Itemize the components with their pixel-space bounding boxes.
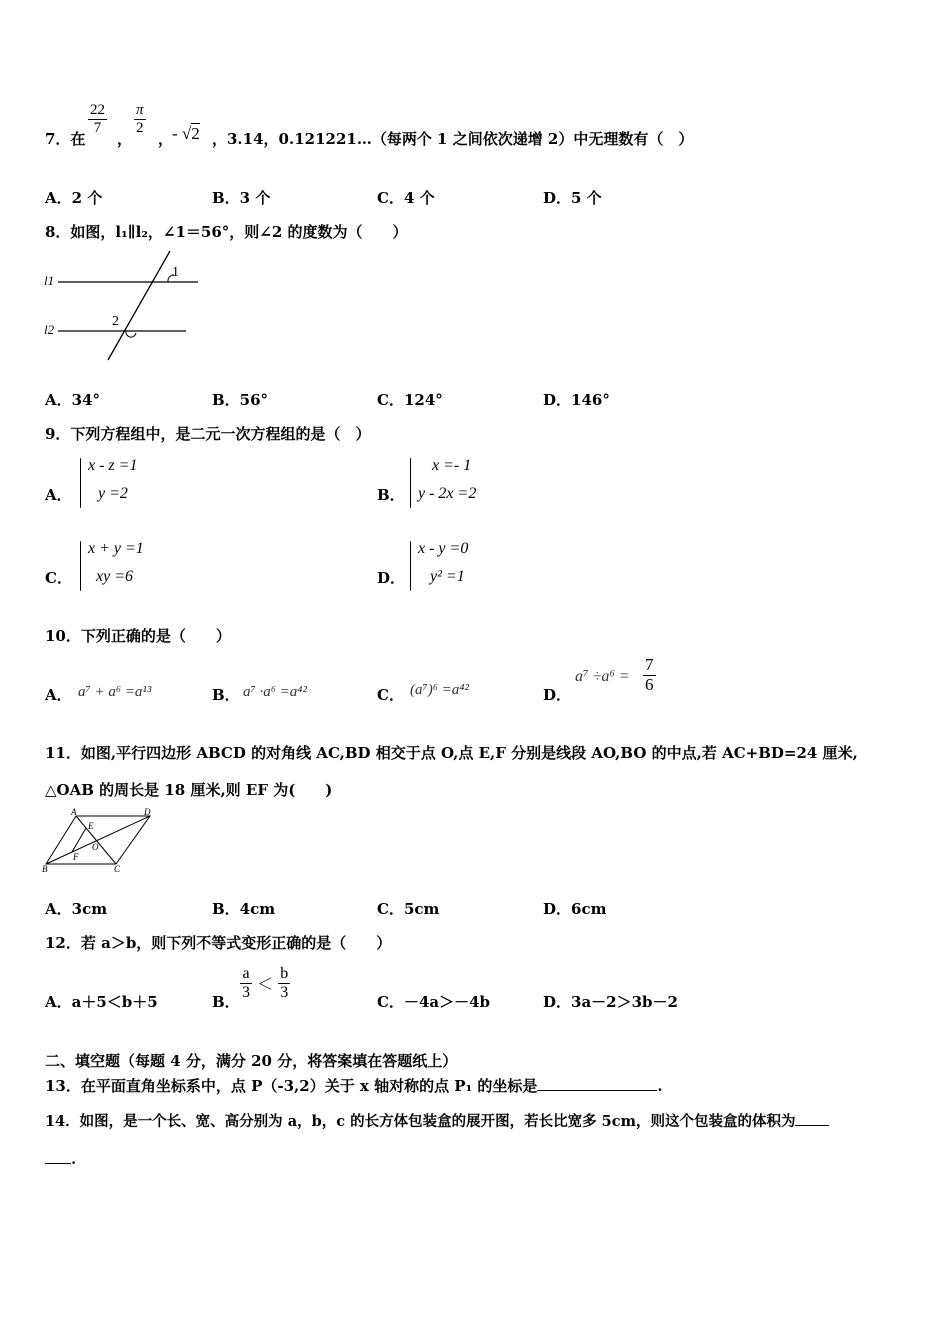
q9-option-c-label[interactable]: C．: [45, 569, 72, 587]
diagonal-ac: [76, 816, 116, 864]
transversal-line: [108, 251, 170, 360]
q9-stem: 9．下列方程组中，是二元一次方程组的是（ ）: [45, 425, 371, 443]
q14-answer-blank-part1[interactable]: [795, 1125, 829, 1126]
q12-option-b-label[interactable]: B．: [212, 993, 240, 1011]
q8-option-c[interactable]: C．124°: [377, 391, 443, 409]
label-d: D: [144, 807, 151, 817]
q7-sep-1: ，: [117, 130, 133, 148]
label-f: F: [73, 852, 79, 862]
q10-option-a-label[interactable]: A．: [45, 686, 72, 704]
q11-stem-line1: 11．如图,平行四边形 ABCD 的对角线 AC,BD 相交于点 O,点 E,F 分别是线段 AO,BO 的中点,若 AC+BD=24 厘米,: [45, 744, 858, 762]
label-c: C: [114, 864, 121, 874]
label-l2: l2: [44, 322, 55, 337]
q7-option-b[interactable]: B．3 个: [212, 189, 271, 207]
q9-option-b-system[interactable]: x =- 1 y - 2x =2: [418, 457, 477, 502]
q13-stem: 13．在平面直角坐标系中，点 P（-3,2）关于 x 轴对称的点 P₁ 的坐标是 .: [45, 1077, 663, 1095]
q7-option-a[interactable]: A．2 个: [45, 189, 103, 207]
q8-option-b[interactable]: B．56°: [212, 391, 269, 409]
q12-option-d[interactable]: D．3a－2＞3b－2: [543, 993, 678, 1011]
q7-neg-sqrt2: - √2: [172, 124, 200, 143]
label-a: A: [71, 807, 77, 817]
q7-fraction-22-7: $\frac{22}{7}$: [90, 102, 105, 136]
label-l1: l1: [44, 273, 55, 288]
q9-option-d-label[interactable]: D．: [377, 569, 406, 587]
q9-d-brace: [410, 541, 411, 591]
q8-option-a[interactable]: A．34°: [45, 391, 101, 409]
q14-stem: 14．如图，是一个长、宽、高分别为 a，b，c 的长方体包装盒的展开图，若长比宽多 5cm，则这个包装盒的体积为: [45, 1110, 829, 1131]
q10-option-d-label[interactable]: D．: [543, 686, 572, 704]
label-b: B: [42, 864, 48, 874]
label-e: E: [88, 821, 94, 831]
q10-option-d-fraction[interactable]: $\frac{7}{6}$: [645, 655, 654, 694]
q11-option-a[interactable]: A．3cm: [45, 900, 108, 918]
q10-option-c-expr[interactable]: (a⁷)⁶ =a⁴²: [410, 682, 470, 698]
label-angle-1: 1: [172, 265, 179, 280]
q8-stem: 8．如图，l₁∥l₂，∠1＝56°，则∠2 的度数为（ ）: [45, 223, 408, 241]
q11-option-d[interactable]: D．6cm: [543, 900, 607, 918]
section-2-heading: 二、填空题（每题 4 分，满分 20 分，将答案填在答题纸上）: [45, 1052, 458, 1070]
q10-option-d-expr[interactable]: a⁷ ÷a⁶ =: [575, 668, 630, 685]
q9-c-brace: [80, 541, 81, 591]
q12-option-a[interactable]: A．a＋5＜b＋5: [45, 993, 158, 1011]
q12-stem: 12．若 a＞b，则下列不等式变形正确的是（ ）: [45, 934, 392, 952]
q9-b-brace: [410, 458, 411, 508]
sqrt-icon: √: [181, 124, 192, 143]
q7-number: 7．在: [45, 130, 86, 148]
q7-option-c[interactable]: C．4 个: [377, 189, 435, 207]
q7-rest: ，3.14，0.121221…（每两个 1 之间依次递增 2）中无理数有（ ）: [212, 130, 694, 148]
q10-option-b-expr[interactable]: a⁷ ·a⁶ =a⁴²: [243, 684, 308, 700]
q9-option-c-system[interactable]: x + y =1 xy =6: [88, 540, 144, 585]
q11-stem-line2: △OAB 的周长是 18 厘米,则 EF 为( ): [45, 781, 333, 799]
q10-option-b-label[interactable]: B．: [212, 686, 240, 704]
q7-fraction-pi-2: $\frac{\pi}{2}$: [136, 102, 144, 136]
q9-option-b-label[interactable]: B．: [377, 486, 405, 504]
q11-option-b[interactable]: B．4cm: [212, 900, 276, 918]
q10-option-c-label[interactable]: C．: [377, 686, 404, 704]
diagonal-bd: [46, 816, 150, 864]
q11-option-c[interactable]: C．5cm: [377, 900, 440, 918]
q9-option-d-system[interactable]: x - y =0 y² =1: [418, 540, 469, 585]
q8-option-d[interactable]: D．146°: [543, 391, 610, 409]
q7-option-d[interactable]: D．5 个: [543, 189, 602, 207]
q7-sep-2: ，: [158, 130, 174, 148]
angle-2-arc: [126, 331, 136, 337]
q13-answer-blank[interactable]: [537, 1090, 657, 1091]
q9-option-a-label[interactable]: A．: [45, 486, 72, 504]
q9-a-brace: [80, 458, 81, 508]
q11-parallelogram-figure: [40, 806, 160, 876]
q12-option-b-expr[interactable]: $\frac{a}{3}$ ＜ $\frac{b}{3}$: [242, 965, 289, 1001]
q8-parallel-lines-figure: [40, 245, 210, 367]
q9-option-a-system[interactable]: x - z =1 y =2: [88, 457, 138, 502]
label-angle-2: 2: [112, 314, 119, 329]
q10-option-a-expr[interactable]: a⁷ + a⁶ =a¹³: [78, 684, 152, 700]
q10-stem: 10．下列正确的是（ ）: [45, 627, 231, 645]
label-o: O: [92, 842, 99, 852]
q14-answer-blank-part2[interactable]: [45, 1163, 71, 1164]
q12-option-c[interactable]: C．－4a＞－4b: [377, 993, 491, 1011]
q14-stem-line2: .: [45, 1150, 76, 1168]
